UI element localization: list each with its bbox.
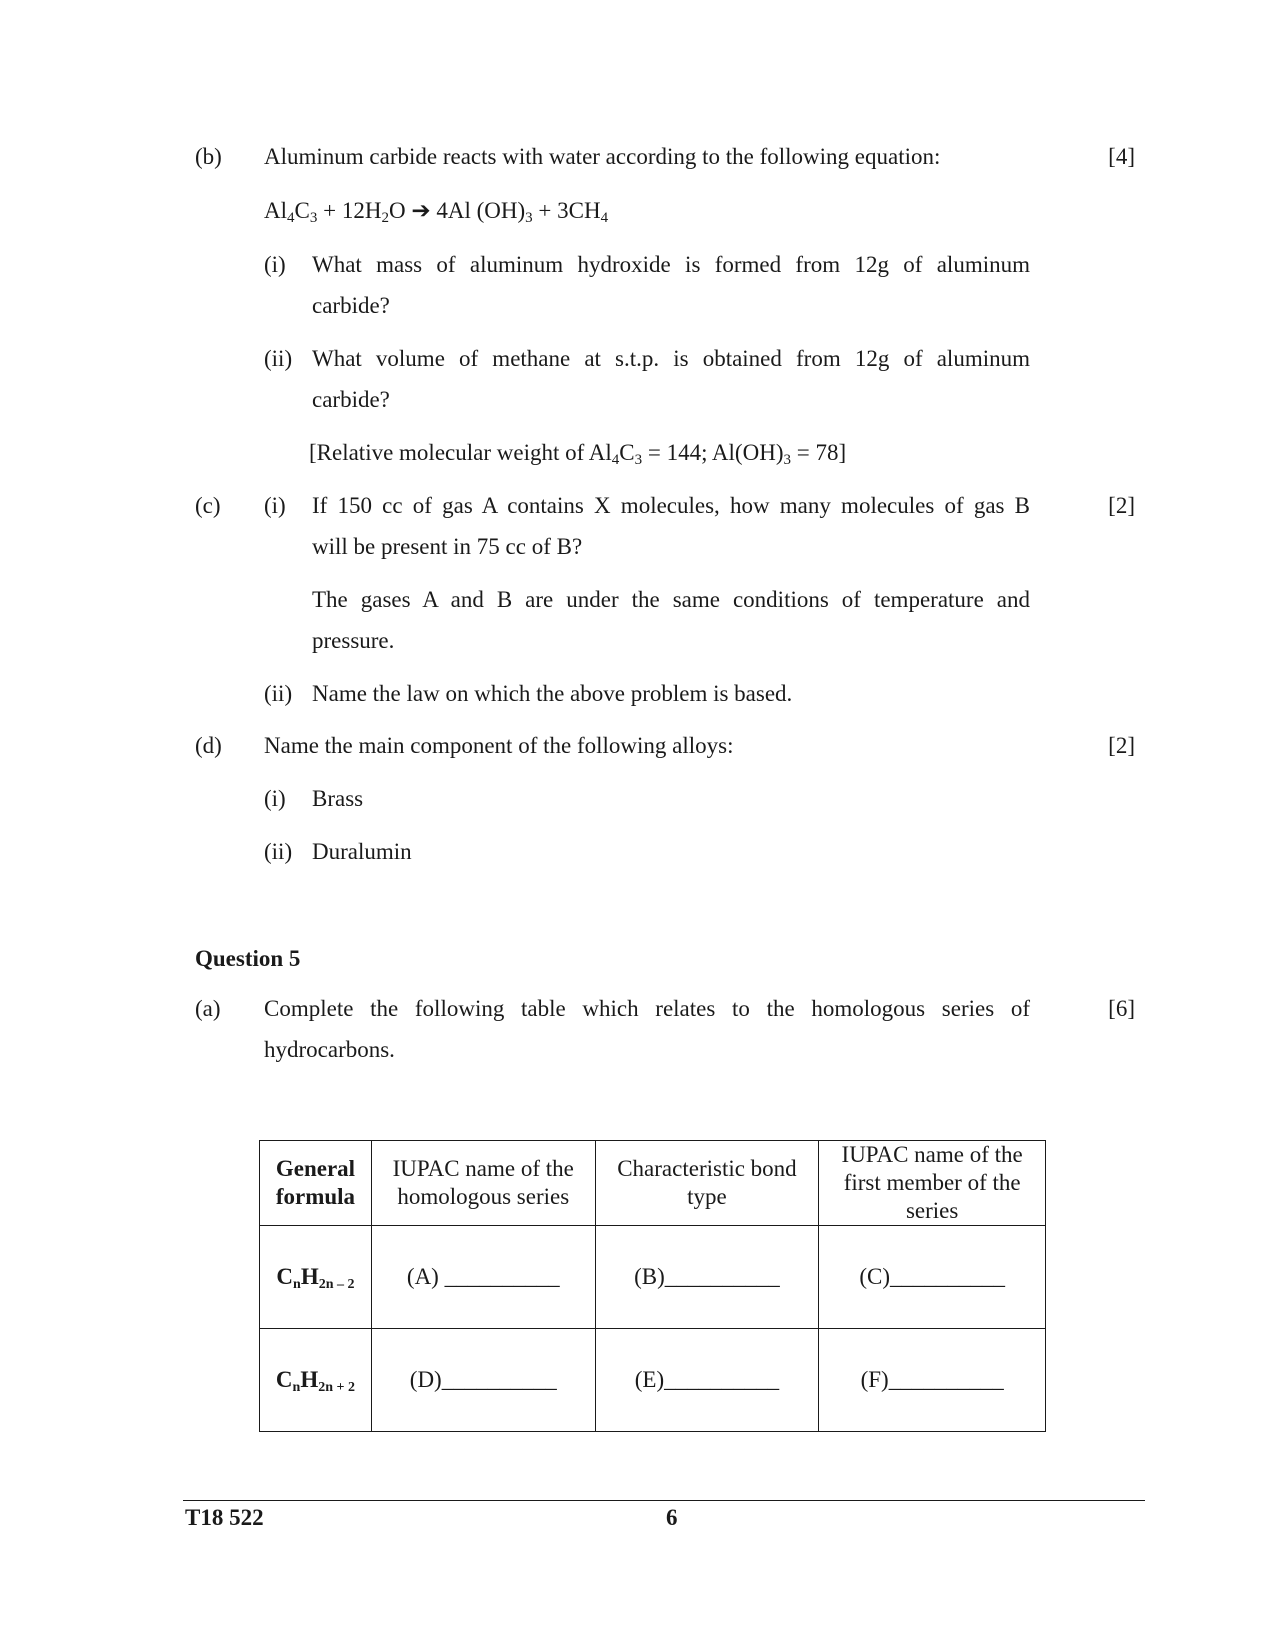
- part-c-i-question-cont: will be present in 75 cc of B?: [312, 534, 583, 559]
- part-b-ii-question: What volume of methane at s.t.p. is obtained from 12g of aluminum: [312, 346, 1030, 371]
- blank-answer-cell[interactable]: (C)__________: [819, 1226, 1046, 1329]
- q5-a-label: (a): [195, 996, 221, 1021]
- arrow-icon: ➔: [411, 198, 431, 223]
- reaction-equation: $Al_4C_3 + 12H_2O$ ➔ 4Al $(OH)_3 + 3CH_4$: [264, 198, 609, 226]
- column-header: Characteristic bond type: [595, 1141, 819, 1226]
- part-b-marks: [4]: [1108, 144, 1135, 169]
- part-c-ii-question: Name the law on which the above problem is based.: [312, 681, 793, 706]
- general-formula-cell: $C_nH_{2n + 2}$: [260, 1329, 372, 1432]
- part-c-condition-note: The gases A and B are under the same conditions of temperature and: [312, 587, 1030, 612]
- q5-a-marks: [6]: [1108, 996, 1135, 1021]
- column-header: IUPAC name of the homologous series: [371, 1141, 595, 1226]
- general-formula-cell: $C_nH_{2n - 2}$: [260, 1226, 372, 1329]
- part-b-text: Aluminum carbide reacts with water according to the following equation:: [264, 144, 941, 169]
- footer-divider: [183, 1500, 1145, 1501]
- column-header: IUPAC name of the first member of the series: [819, 1141, 1046, 1226]
- table-row: [260, 1226, 1046, 1329]
- part-d-ii-item: Duralumin: [312, 839, 412, 864]
- part-c-marks: [2]: [1108, 493, 1135, 518]
- part-b-i-label: (i): [264, 252, 286, 277]
- blank-answer-cell[interactable]: (D)__________: [371, 1329, 595, 1432]
- part-c-i-question: If 150 cc of gas A contains X molecules, how many molecules of gas B: [312, 493, 1030, 518]
- part-c-ii-label: (ii): [264, 681, 293, 706]
- q5-a-instruction-cont: hydrocarbons.: [264, 1037, 395, 1062]
- page-number: 6: [666, 1505, 678, 1530]
- blank-answer-cell[interactable]: (F)__________: [819, 1329, 1046, 1432]
- table-header-row: [260, 1141, 1046, 1226]
- blank-answer-cell[interactable]: (E)__________: [595, 1329, 819, 1432]
- homologous-series-table: [259, 1140, 1046, 1432]
- part-d-label: (d): [195, 733, 222, 758]
- part-c-i-label: (i): [264, 493, 286, 518]
- blank-answer-cell[interactable]: (B)__________: [595, 1226, 819, 1329]
- part-b-label: (b): [195, 144, 222, 169]
- part-c-label: (c): [195, 493, 221, 518]
- blank-answer-cell[interactable]: (A) __________: [371, 1226, 595, 1329]
- column-header: General formula: [260, 1141, 372, 1226]
- part-d-marks: [2]: [1108, 733, 1135, 758]
- part-d-text: Name the main component of the following alloys:: [264, 733, 734, 758]
- part-b-i-question-cont: carbide?: [312, 293, 390, 318]
- table-row: [260, 1329, 1046, 1432]
- paper-code: T18 522: [185, 1505, 264, 1530]
- part-d-ii-label: (ii): [264, 839, 293, 864]
- part-d-i-label: (i): [264, 786, 286, 811]
- part-c-condition-note-cont: pressure.: [312, 628, 395, 653]
- relative-molecular-weight-note: [Relative molecular weight of $Al_4C_3 = 144$; $Al(OH)_3 = 78$]: [309, 440, 847, 468]
- part-d-i-item: Brass: [312, 786, 364, 811]
- question-heading: Question 5: [195, 946, 301, 971]
- part-b-i-question: What mass of aluminum hydroxide is formed from 12g of aluminum: [312, 252, 1030, 277]
- part-b-ii-label: (ii): [264, 346, 293, 371]
- part-b-ii-question-cont: carbide?: [312, 387, 390, 412]
- q5-a-instruction: Complete the following table which relates to the homologous series of: [264, 996, 1030, 1021]
